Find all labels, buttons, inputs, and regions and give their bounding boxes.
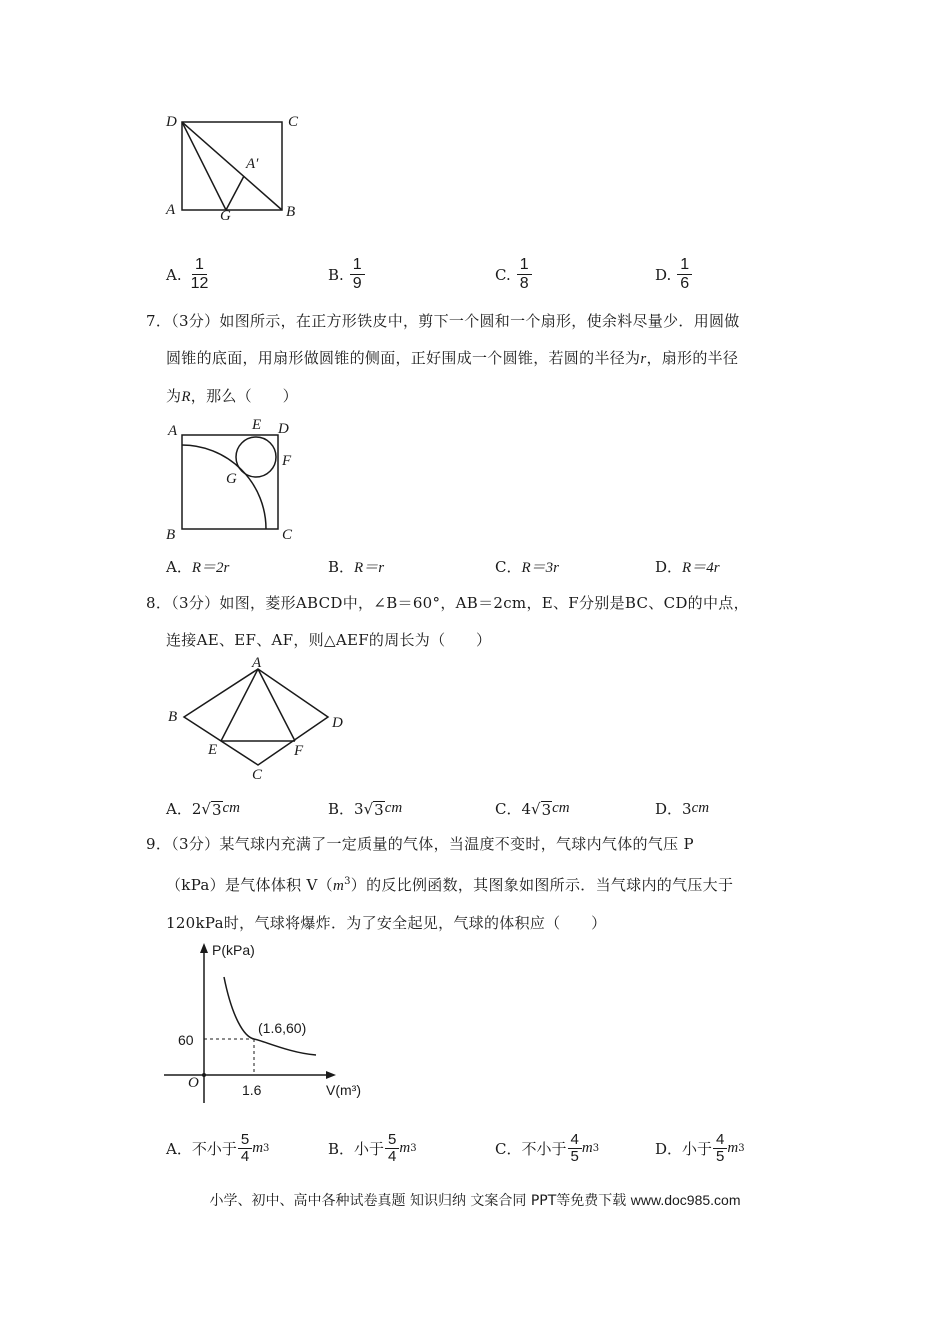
question-8: 8．（3分）如图，菱形ABCD中，∠B＝60°，AB＝2cm，E、F分别是BC、CD的中点， 连接AE、EF、AF，则△AEF的周长为（ ）: [146, 594, 749, 649]
origin-dot: [202, 1073, 206, 1077]
q9-option-c[interactable]: C． 不小于 $\frac{4}{5}$ m 3: [495, 1131, 600, 1165]
label-d: D: [332, 715, 343, 731]
label-d: D: [166, 114, 177, 130]
segment-af: [258, 669, 295, 741]
q7-option-b[interactable]: B． R＝r: [328, 558, 385, 576]
q9-option-a[interactable]: A． 不小于 $\frac{5}{4}$ m 3: [166, 1131, 270, 1165]
label-b: B: [168, 709, 178, 725]
x-tick-label: 1.6: [242, 1082, 262, 1098]
page-footer: [0, 1190, 950, 1210]
point-label: (1.6,60): [258, 1020, 307, 1036]
q6-option-c[interactable]: C. $\frac{1}{8}$: [495, 256, 532, 293]
origin-label: O: [188, 1075, 199, 1091]
footer-url[interactable]: www.doc985.com: [630, 1192, 741, 1208]
q8-option-c[interactable]: C． 4 √ 3 cm: [495, 799, 570, 819]
label-d: D: [278, 421, 289, 437]
label-g: G: [226, 471, 237, 487]
figure-rhombus: [160, 655, 360, 785]
curve: [224, 977, 316, 1055]
segment-ae: [221, 669, 258, 741]
q6-option-b[interactable]: B. $\frac{1}{9}$: [328, 256, 365, 293]
y-axis-arrow: [200, 943, 208, 953]
segment-ga: [226, 176, 244, 210]
q8-option-a[interactable]: A． 2 √ 3 cm: [166, 799, 240, 819]
figure-square-circle-sector: [160, 415, 310, 545]
y-tick-label: 60: [178, 1032, 194, 1048]
label-a: A: [252, 655, 262, 671]
q9-option-b[interactable]: B． 小于 $\frac{5}{4}$ m 3: [328, 1131, 417, 1165]
label-a-prime: A′: [246, 156, 259, 172]
q9-option-d[interactable]: D． 小于 $\frac{4}{5}$ m 3: [655, 1131, 745, 1165]
label-f: F: [294, 743, 304, 759]
rhombus-abcd: [184, 669, 328, 765]
label-e: E: [208, 742, 218, 758]
question-9: 9．（3分）某气球内充满了一定质量的气体，当温度不变时，气球内气体的气压 P （kPa）是气体体积 $V(m^3)$的反比例函数，其图象如图所示．当气球内的气压大于 120kPa时，气球将爆炸．为了安全起见，气球的体积应（ ）: [146, 835, 734, 932]
label-a: A: [168, 423, 178, 439]
q7-option-c[interactable]: C． R＝3r: [495, 558, 559, 576]
diagonal-db: [182, 122, 282, 210]
q8-option-b[interactable]: B． 3 √ 3 cm: [328, 799, 403, 819]
figure-rectangle-fold: [160, 108, 310, 223]
label-f: F: [282, 453, 292, 469]
label-e: E: [252, 417, 262, 433]
figure-inverse-function-graph: [160, 935, 380, 1110]
question-7: 7．（3分）如图所示，在正方形铁皮中，剪下一个圆和一个扇形，使余料尽量少．用圆做 圆锥的底面，用扇形做圆锥的侧面，正好围成一个圆锥，若圆的半径为r，扇形的半径 为R，那么（ ）: [146, 312, 740, 405]
small-circle: [236, 437, 276, 477]
sector-arc: [182, 445, 266, 529]
label-a: A: [166, 202, 176, 218]
y-axis-label: P(kPa): [212, 942, 255, 958]
q7-option-a[interactable]: A． R＝2r: [166, 558, 230, 576]
segment-dg: [182, 122, 226, 210]
label-c: C: [252, 767, 263, 783]
q6-option-d[interactable]: D. $\frac{1}{6}$: [655, 256, 692, 293]
x-axis-label: V(m³): [326, 1082, 361, 1098]
footer-text: 小学、初中、高中各种试卷真题 知识归纳 文案合同 PPT等免费下载: [209, 1193, 627, 1209]
q8-option-d[interactable]: D． 3 cm: [655, 799, 710, 818]
label-b: B: [286, 204, 296, 220]
x-axis-arrow: [326, 1071, 336, 1079]
q7-option-d[interactable]: D． R＝4r: [655, 558, 720, 576]
label-c: C: [282, 527, 293, 543]
q6-option-a[interactable]: A. $\frac{1}{12}$: [166, 256, 209, 292]
label-b: B: [166, 527, 176, 543]
label-c: C: [288, 114, 299, 130]
label-g: G: [220, 208, 231, 223]
